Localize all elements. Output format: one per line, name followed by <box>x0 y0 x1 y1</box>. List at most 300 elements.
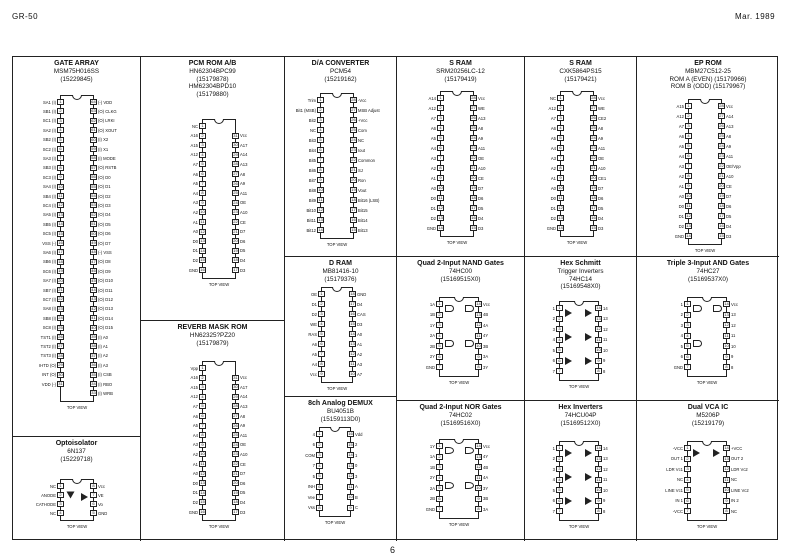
inverter-symbol <box>585 497 592 505</box>
doc-header-right: Mar. 1989 <box>735 12 776 21</box>
ic-pin-right <box>232 375 247 381</box>
pin-label: OE <box>310 291 317 297</box>
pin-label: (O) D5 <box>98 221 111 227</box>
ic-pin-right <box>90 372 112 378</box>
pin-number: 48 <box>91 249 96 255</box>
pin-number: 8 <box>199 432 206 438</box>
ic-pin-right <box>470 195 483 201</box>
pin-label: (O) D11 <box>98 287 113 293</box>
ic-pin-right <box>590 195 603 201</box>
top-view-label: TOP VIEW <box>568 523 590 529</box>
pin-label: 7 <box>552 368 555 374</box>
pin-number: 6 <box>318 341 325 347</box>
pin-number: 13 <box>686 223 691 228</box>
top-view-label: TOP VIEW <box>696 379 718 385</box>
pin-number: 13 <box>350 341 355 346</box>
ic-pin-left <box>431 195 444 201</box>
pin-number: 9 <box>57 174 64 180</box>
ic-pin-right <box>470 165 485 171</box>
pin-number: 26 <box>471 115 476 120</box>
pin-number: 19 <box>351 187 356 192</box>
pin-number: 6 <box>436 496 443 502</box>
pin-label: VE <box>98 492 104 498</box>
pin-number: 7 <box>57 155 64 161</box>
pin-label: LINE Vc2 <box>731 487 749 493</box>
pin-label: A16 <box>190 375 198 381</box>
ic-pin-left <box>679 203 692 209</box>
ic-pin-left <box>309 177 324 183</box>
pin-number: 4 <box>684 477 691 483</box>
pin-label: D1 <box>192 490 198 496</box>
pin-number: 4 <box>57 510 64 516</box>
pin-label: D3 <box>726 233 732 239</box>
pin-number: 1 <box>316 431 323 437</box>
ic-pin-left <box>308 331 325 337</box>
pin-number: 8 <box>317 167 324 173</box>
pin-label: SC8 (I) <box>42 325 56 331</box>
pin-label: A9 <box>240 181 246 187</box>
pin-label: Common <box>358 157 375 163</box>
pin-number: 3 <box>556 466 563 472</box>
ic-pin-right <box>90 296 113 302</box>
pin-label: 2B <box>429 343 435 349</box>
pin-label: 7 <box>312 463 315 468</box>
pin-number: 1 <box>317 97 324 103</box>
ic-pin-left <box>553 445 563 451</box>
ic-pin-left <box>193 490 206 496</box>
pin-label: D1 <box>311 301 317 307</box>
pin-number: 21 <box>58 287 63 292</box>
pin-number: 14 <box>596 305 601 310</box>
pin-number: 5 <box>90 510 97 516</box>
pin-label: A6 <box>550 125 556 131</box>
ic-pin-left <box>43 155 64 161</box>
pin-label: SC3 (I) <box>42 174 56 180</box>
pin-number: 15 <box>471 225 476 230</box>
pin-number: 6 <box>684 498 691 504</box>
ic-pin-left <box>191 133 206 139</box>
ic-pin-left <box>313 442 323 448</box>
pin-number: 1 <box>685 103 692 109</box>
pin-label: A4 <box>192 432 198 438</box>
panel-subtitle: (15229845) <box>60 75 93 83</box>
inverter-symbol <box>585 333 592 341</box>
ic-pin-right <box>90 165 116 171</box>
pin-label: D2 <box>311 311 317 317</box>
pin-number: 13 <box>724 311 729 317</box>
ic-pin-right <box>723 333 735 339</box>
ic-pin-left <box>665 487 691 493</box>
logic-gate-symbol <box>465 305 474 312</box>
pin-label: LDR Vc1 <box>666 466 683 472</box>
pin-number: 28 <box>351 97 356 102</box>
pin-number: 31 <box>58 381 63 386</box>
pin-label: 5 <box>552 347 555 353</box>
panel-dram <box>285 257 397 397</box>
pin-label: A8 <box>240 413 246 419</box>
pin-number: 42 <box>91 305 96 311</box>
pin-label: Bit13 <box>358 227 368 233</box>
panel-subtitle: 74HCU04P <box>564 412 597 419</box>
pin-label: Bit9 <box>308 197 316 203</box>
pin-number: 23 <box>233 209 238 215</box>
panel-subtitle: HM62304BPD10 <box>188 83 237 90</box>
pin-label: D6 <box>726 203 732 209</box>
pin-label: (O) RSTB <box>98 165 117 171</box>
pin-label: A7 <box>678 123 684 129</box>
ic-pin-right <box>347 494 358 500</box>
ic-pin-right <box>232 161 247 167</box>
pin-label: 2A <box>429 333 435 338</box>
pin-label: D2 <box>192 499 198 505</box>
pin-label: 4Y <box>483 454 489 459</box>
pin-label: A13 <box>478 115 486 121</box>
ic-pin-left <box>553 456 563 462</box>
pin-label: (O) CLKG <box>98 108 117 114</box>
ic-pin-left <box>681 333 691 339</box>
pin-number: 20 <box>233 480 238 486</box>
panel-subtitle: HN62325?PZ20 <box>189 332 236 339</box>
ic-pin-right <box>90 334 108 340</box>
pin-label: TST2 (I) <box>40 343 56 349</box>
pin-label: A0 <box>192 229 198 235</box>
ic-pin-left <box>193 161 206 167</box>
ic-pin-right <box>723 498 739 504</box>
ic-pin-left <box>673 508 691 514</box>
pin-number: 10 <box>724 343 729 348</box>
panel-title: Quad 2-Input NAND Gates <box>417 260 504 267</box>
ic-pin-right <box>590 95 605 101</box>
pin-label: 7 <box>552 508 555 514</box>
pin-label: A1 <box>192 219 198 225</box>
panel-title: EP ROM <box>694 60 722 67</box>
ic-pin-left <box>193 499 206 505</box>
pin-label: 2Y <box>429 354 435 359</box>
panel-subtitle: (15219162) <box>324 75 357 83</box>
pin-number: 4 <box>316 463 323 469</box>
pin-label: SC1 (I) <box>42 118 56 124</box>
pin-number: 7 <box>199 181 206 187</box>
pin-label: A1 <box>550 175 556 181</box>
pin-label: 4A <box>483 322 489 328</box>
ic-pin-left <box>430 485 443 491</box>
pin-number: 2 <box>684 312 691 318</box>
pin-number: 23 <box>233 451 238 457</box>
pin-label: A7 <box>192 161 198 167</box>
pin-number: 17 <box>58 249 63 255</box>
pin-number: 17 <box>719 213 724 218</box>
pin-number: 9 <box>723 498 730 504</box>
ic-pin-left <box>681 343 691 349</box>
pin-number: 61 <box>91 127 96 133</box>
pin-number: 14 <box>596 445 601 450</box>
ic-pin-right <box>475 475 488 481</box>
ic-pin-left <box>553 358 563 364</box>
pin-label: A5 <box>311 351 317 357</box>
top-view-label: TOP VIEW <box>208 281 230 287</box>
ic-pin-left <box>307 217 324 223</box>
ic-pin-left <box>43 325 64 331</box>
pin-label: A8 <box>478 125 484 131</box>
pin-label: Vee <box>307 494 315 500</box>
ic-pin-left <box>310 371 325 377</box>
pin-number: 23 <box>471 145 476 150</box>
pin-number: 13 <box>200 480 205 486</box>
pin-label: CATHODE <box>35 501 56 507</box>
ic-pin-left <box>677 477 691 483</box>
pin-label: D2 <box>550 215 556 221</box>
pin-label: A6 <box>678 133 684 139</box>
pin-label: 12 <box>731 322 736 328</box>
logic-gate-symbol <box>445 340 454 347</box>
pin-label: 3 <box>355 473 358 479</box>
ic-notch <box>574 301 584 306</box>
pin-number: 9 <box>595 498 602 504</box>
ic-pin-left <box>313 473 323 479</box>
ic-pin-right <box>232 219 246 225</box>
panel-reverb-rom <box>141 321 285 541</box>
ic-pin-right <box>347 431 362 437</box>
ic-pin-right <box>90 381 112 387</box>
ic-pin-left <box>309 157 324 163</box>
ic-pin-left <box>42 372 64 378</box>
ic-pin-right <box>470 155 484 161</box>
pin-number: 50 <box>91 230 96 236</box>
ic-pin-right <box>470 125 483 131</box>
pin-number: 20 <box>233 238 238 244</box>
top-view-label: TOP VIEW <box>448 379 470 385</box>
pin-label: A15 <box>190 384 198 390</box>
pin-number: 14 <box>58 221 63 227</box>
panel-title: Triple 3-Input AND Gates <box>666 260 750 267</box>
pin-label: D5 <box>598 205 604 211</box>
pin-label: (I) X1 <box>98 146 109 152</box>
pin-number: 25 <box>233 190 238 196</box>
pin-number: 5 <box>199 161 206 167</box>
ic-pin-right <box>349 371 362 377</box>
ic-pin-left <box>309 187 324 193</box>
pin-number: 13 <box>724 455 729 461</box>
ic-pin-left <box>43 268 64 274</box>
pin-label: CE1 <box>598 175 607 181</box>
pin-number: 15 <box>348 441 353 447</box>
pin-number: 46 <box>91 268 96 274</box>
pin-label: A0 <box>430 185 436 191</box>
led-diode-symbol <box>67 492 75 499</box>
pin-number: 11 <box>318 197 323 202</box>
pin-label: Vpp <box>190 365 198 371</box>
pin-number: 2 <box>199 133 206 139</box>
pin-number: 27 <box>58 343 63 349</box>
pin-label: (I) A3 <box>98 362 109 368</box>
pin-label: 4 <box>552 477 555 482</box>
pin-number: 28 <box>233 161 238 167</box>
pin-number: 35 <box>91 371 96 377</box>
pin-label: ANODE <box>41 492 56 498</box>
pin-number: 17 <box>233 509 238 514</box>
pin-number: 6 <box>317 147 324 153</box>
ic-pin-right <box>232 200 246 206</box>
panel-optoisolator <box>13 437 141 541</box>
pin-label: A2 <box>430 165 436 171</box>
ic-pin-right <box>90 249 112 255</box>
pin-label: SA6 (I) <box>42 249 56 255</box>
inverter-symbol <box>565 333 572 341</box>
ic-pin-right <box>470 145 485 151</box>
ic-pin-left <box>193 238 206 244</box>
ic-pin-right <box>90 362 108 368</box>
pin-label: Vdd <box>355 431 363 437</box>
ic-pin-right <box>349 301 362 307</box>
pin-number: 47 <box>91 258 96 264</box>
ic-pin-left <box>193 403 206 409</box>
pin-number: 19 <box>471 185 476 190</box>
pin-label: 9 <box>603 358 606 363</box>
ic-pin-right <box>90 287 113 293</box>
pin-label: (O) D1 <box>98 184 111 190</box>
pin-number: 2 <box>684 456 691 462</box>
pin-label: SB6 (I) <box>42 259 56 265</box>
ic-pin-left <box>431 185 444 191</box>
pin-label: A4 <box>311 361 317 367</box>
pin-number: 26 <box>233 422 238 428</box>
pin-number: 30 <box>233 384 238 390</box>
ic-notch <box>72 95 82 100</box>
pin-number: 11 <box>686 203 691 208</box>
pin-label: A <box>355 484 358 489</box>
pin-label: -VCC <box>672 508 683 514</box>
ic-pin-right <box>723 487 749 493</box>
pin-label: 3A <box>483 354 489 359</box>
pin-label: A17 <box>240 384 248 390</box>
ic-pin-right <box>475 485 488 491</box>
pin-number: 23 <box>58 305 63 311</box>
ic-pin-right <box>718 203 731 209</box>
panel-subtitle: (15179879) <box>196 339 229 347</box>
ic-pin-right <box>590 225 603 231</box>
pin-number: 24 <box>351 137 356 142</box>
pin-label: A4 <box>678 153 684 159</box>
pin-label: A7 <box>430 115 436 121</box>
ic-pin-left <box>679 193 692 199</box>
ic-notch <box>214 119 224 124</box>
ic-package <box>560 91 594 237</box>
pin-number: 9 <box>199 200 206 206</box>
pin-number: 12 <box>350 351 355 356</box>
pin-label: A4 <box>192 190 198 196</box>
ic-pin-left <box>429 105 444 111</box>
pin-number: 2 <box>57 492 64 498</box>
pin-label: CAS <box>357 311 366 317</box>
ic-pin-right <box>595 466 608 472</box>
pin-label: 6 <box>680 354 683 359</box>
ic-pin-right <box>470 175 484 181</box>
ic-pin-left <box>193 200 206 206</box>
ic-pin-right <box>718 233 731 239</box>
pin-number: 43 <box>91 296 96 302</box>
ic-pin-right <box>718 123 733 129</box>
pin-number: 24 <box>233 441 238 447</box>
pin-number: 13 <box>596 455 601 461</box>
pin-label: A2 <box>678 173 684 179</box>
pin-number: 19 <box>233 489 238 495</box>
ic-pin-right <box>347 442 357 448</box>
ic-pin-right <box>470 225 483 231</box>
pin-label: A1 <box>192 461 198 467</box>
panel-subtitle: 6N137 <box>67 448 86 455</box>
pin-label: IN 1 <box>675 498 683 503</box>
ic-pin-right <box>232 152 247 158</box>
ic-pin-right <box>718 143 731 149</box>
pin-label: 9 <box>603 498 606 503</box>
pin-label: Vcc <box>240 133 247 139</box>
ic-pin-left <box>193 432 206 438</box>
pin-label: SA1 (I) <box>42 99 56 105</box>
pin-number: 22 <box>471 155 476 160</box>
pin-number: 6 <box>437 145 444 151</box>
pin-number: 9 <box>475 354 482 360</box>
pin-label: Ron <box>358 177 366 183</box>
pin-label: SC5 (I) <box>42 231 56 237</box>
ic-pin-left <box>43 127 64 133</box>
pin-number: 29 <box>233 393 238 399</box>
pin-number: 9 <box>317 177 324 183</box>
ic-pin-right <box>475 322 488 328</box>
ic-notch <box>454 297 464 302</box>
panel-sram-1 <box>397 57 525 257</box>
logic-gate-symbol <box>445 305 454 312</box>
pin-number: 14 <box>724 445 729 450</box>
ic-pin-right <box>350 107 380 113</box>
pin-number: 5 <box>199 403 206 409</box>
panel-and-gates <box>637 257 779 401</box>
top-view-label: TOP VIEW <box>66 524 88 529</box>
ic-notch <box>330 427 340 432</box>
inverter-symbol <box>565 497 572 505</box>
pin-number: 12 <box>596 466 601 471</box>
pin-label: WE <box>310 321 317 327</box>
ic-pin-right <box>232 471 245 477</box>
pin-label: D6 <box>240 480 246 486</box>
pin-number: 26 <box>351 117 356 122</box>
pin-number: 5 <box>316 473 323 479</box>
pin-number: 8 <box>90 483 97 489</box>
ic-pin-left <box>43 259 64 265</box>
pin-number: 6 <box>556 358 563 364</box>
pin-number: 1 <box>199 365 206 371</box>
ic-pin-left <box>551 135 564 141</box>
ic-pin-right <box>90 259 111 265</box>
ic-pin-right <box>595 368 605 374</box>
pin-number: 1 <box>556 305 563 311</box>
pin-label: 10 <box>731 343 736 349</box>
ic-pin-right <box>723 312 736 318</box>
pin-number: 10 <box>596 487 601 492</box>
pin-number: 3 <box>685 123 692 129</box>
ic-pin-right <box>347 463 357 469</box>
ic-pin-right <box>718 103 733 109</box>
pin-number: 8 <box>199 190 206 196</box>
pin-label: A4 <box>430 145 436 151</box>
pin-label: 4 <box>680 333 683 338</box>
pin-label: 8 <box>603 508 606 514</box>
panel-subtitle: Trigger Inverters <box>557 268 604 275</box>
ic-pin-left <box>426 364 443 370</box>
panel-subtitle: BU4051B <box>327 408 354 415</box>
amplifier-symbol <box>693 449 700 457</box>
ic-pin-left <box>313 463 323 469</box>
pin-number: 9 <box>475 496 482 502</box>
